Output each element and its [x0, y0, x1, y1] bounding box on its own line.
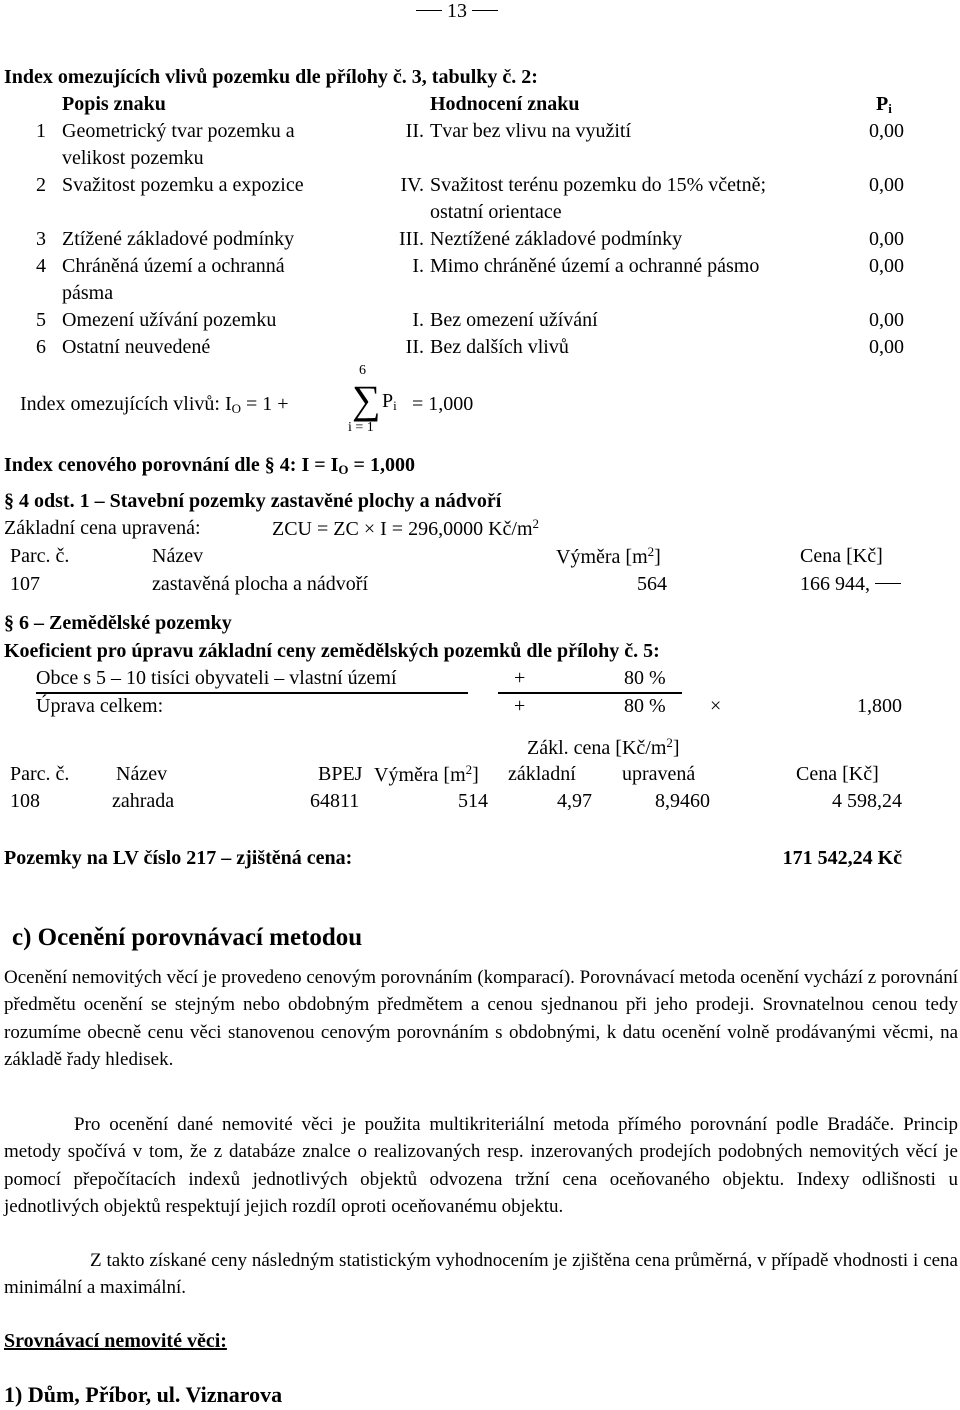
base-price-formula: ZCU = ZC × I = 296,0000 $Kč/m^2$: [272, 516, 539, 540]
coef-row-sign: +: [514, 667, 526, 689]
cell-parc: 108: [10, 790, 40, 812]
dash: [875, 583, 901, 585]
header-price: Cena [Kč]: [796, 763, 879, 785]
header-area: Výměra $[m^2]$: [374, 762, 479, 786]
section-c-heading: c) Ocenění porovnávací metodou: [12, 924, 363, 951]
row-desc: Ztížené základové podmínky: [62, 228, 295, 250]
cell-area: 564: [637, 573, 667, 595]
comparison-index: Index cenového porovnání dle § 4: $I = I_O = 1,000$: [4, 454, 415, 477]
section-icon: §: [4, 490, 14, 512]
sigma-icon: ∑: [352, 377, 381, 422]
built-land-title: § 4 odst. 1 – Stavební pozemky zastavěné plochy a nádvoří: [4, 490, 502, 512]
row-value: 0,00: [869, 120, 904, 142]
cell-bpej: 64811: [310, 790, 360, 812]
formula-label: Index omezujících vlivů: $I_O = 1$ +: [20, 393, 289, 416]
header-rating: Hodnocení znaku: [430, 93, 580, 115]
row-desc-cont: pásma: [62, 282, 114, 304]
dash: [416, 10, 442, 12]
row-num: 2: [36, 174, 46, 196]
row-roman: II.: [405, 120, 424, 142]
paragraph-3: Z takto získané ceny následným statistickým vyhodnocením je zjištěna cena průměrná, v případě vhodnosti i cena minimální a maximální.: [4, 1250, 958, 1299]
header-area: Výměra $[m^2]$: [556, 544, 661, 568]
multiply-icon: ×: [363, 518, 376, 540]
row-value: 0,00: [869, 255, 904, 277]
total-label: Úprava celkem:: [36, 695, 164, 717]
header-sign: Popis znaku: [62, 93, 166, 115]
paragraph-2: Pro ocenění dané nemovité věci je použita multikriteriální metoda přímého porovnání podle Bradáče. Princip metody spočívá v tom, že z databáze znalce o realizovaných resp. inzerovaných prodejích podobných nemovitých věcí je pomocí přepočítacích indexů jednotlivých objektů odvozena tržní cena oceňovaného objektu. Indexy odlišnosti u jednotlivých objektů respektují jejich rozdíl oproti oceňovanému objektu.: [4, 1114, 958, 1217]
row-roman: I.: [412, 255, 424, 277]
total-value: 80 %: [624, 695, 666, 717]
header-price: Cena [Kč]: [800, 545, 883, 567]
header-p: $P_i$: [876, 93, 892, 116]
cell-price: 166 944,: [800, 573, 901, 596]
underline-bar: [498, 692, 682, 694]
header-bpej: BPEJ: [318, 763, 363, 785]
cell-parc: 107: [10, 573, 40, 595]
row-num: 5: [36, 309, 46, 331]
underline-bar: [36, 692, 468, 694]
cell-area: 514: [458, 790, 488, 812]
dash: [472, 10, 498, 12]
row-rating: Svažitost terénu pozemku do 15% včetně;: [430, 174, 767, 196]
row-roman: I.: [412, 309, 424, 331]
header-base: základní: [508, 763, 576, 785]
row-num: 1: [36, 120, 46, 142]
cell-base: 4,97: [557, 790, 592, 812]
price-header: Zákl. cena $[Kč/m^2]$: [527, 735, 680, 759]
formula-result: = 1,000: [412, 393, 474, 415]
compare-heading: Srovnávací nemovité věci:: [4, 1330, 227, 1352]
row-roman: III.: [399, 228, 424, 250]
total-sign: +: [514, 695, 526, 717]
cell-adjusted: 8,9460: [655, 790, 710, 812]
row-desc: Omezení užívání pozemku: [62, 309, 277, 331]
row-roman: IV.: [400, 174, 424, 196]
row-rating-cont: ostatní orientace: [430, 201, 562, 223]
total-line-label: Pozemky na LV číslo 217 – zjištěná cena:: [4, 847, 353, 869]
row-rating: Tvar bez vlivu na využití: [430, 120, 632, 142]
header-name: Název: [116, 763, 168, 785]
sum-lower-limit: i = 1: [348, 420, 374, 435]
header-parc: Parc. č.: [10, 545, 70, 567]
coef-row-value: 80 %: [624, 667, 666, 689]
header-parc: Parc. č.: [10, 763, 70, 785]
row-num: 6: [36, 336, 46, 358]
header-adjusted: upravená: [622, 763, 696, 785]
row-value: 0,00: [869, 309, 904, 331]
row-rating: Neztížené základové podmínky: [430, 228, 683, 250]
page-number-value: 13: [447, 0, 467, 22]
row-desc: Ostatní neuvedené: [62, 336, 211, 358]
total-line-value: 171 542,24 Kč: [782, 847, 902, 869]
row-roman: II.: [405, 336, 424, 358]
row-num: 4: [36, 255, 46, 277]
multiply-icon: ×: [710, 695, 722, 717]
total-result: 1,800: [857, 695, 902, 717]
row-desc: Geometrický tvar pozemku a: [62, 120, 295, 142]
base-price-label: Základní cena upravená:: [4, 517, 201, 539]
row-rating: Bez omezení užívání: [430, 309, 598, 331]
row-desc: Svažitost pozemku a expozice: [62, 174, 304, 196]
page-number: [416, 0, 498, 23]
row-num: 3: [36, 228, 46, 250]
coef-title: Koeficient pro úpravu základní ceny zemědělských pozemků dle přílohy č. 5:: [4, 640, 660, 662]
header-name: Název: [152, 545, 204, 567]
index-section-title: Index omezujících vlivů pozemku dle přílohy č. 3, tabulky č. 2:: [4, 66, 538, 88]
cell-price: 4 598,24: [832, 790, 902, 812]
paragraph-1: Ocenění nemovitých věcí je provedeno cenovým porovnáním (komparací). Porovnávací metoda ocenění vychází z porovnání předmětu ocenění se stejným nebo obdobným předmětem a cenou sjednanou při jeho prodeji. Srovnatelnou cenou tedy rozumíme obecně cenu věci stanovenou cenovým porovnáním s obdobnými, k datu ocenění volně prodávanými věcmi, na základě řady hledisek.: [4, 967, 958, 1070]
row-desc-cont: velikost pozemku: [62, 147, 204, 169]
coef-row-label: Obce s 5 – 10 tisíci obyvateli – vlastní území: [36, 667, 397, 689]
cell-name: zahrada: [112, 790, 175, 812]
formula-term: $P_i$: [382, 390, 397, 413]
section-icon: §: [4, 612, 14, 634]
row-value: 0,00: [869, 228, 904, 250]
row-desc: Chráněná území a ochranná: [62, 255, 285, 277]
row-rating: Bez dalších vlivů: [430, 336, 569, 358]
row-rating: Mimo chráněné území a ochranné pásmo: [430, 255, 760, 277]
sum-upper-limit: 6: [359, 363, 366, 378]
row-value: 0,00: [869, 336, 904, 358]
section-icon: §: [264, 454, 275, 476]
cell-name: zastavěná plocha a nádvoří: [152, 573, 369, 595]
row-value: 0,00: [869, 174, 904, 196]
agri-land-title: § 6 – Zemědělské pozemky: [4, 612, 232, 634]
comparison-item-1: 1) Dům, Příbor, ul. Viznarova: [4, 1382, 283, 1407]
